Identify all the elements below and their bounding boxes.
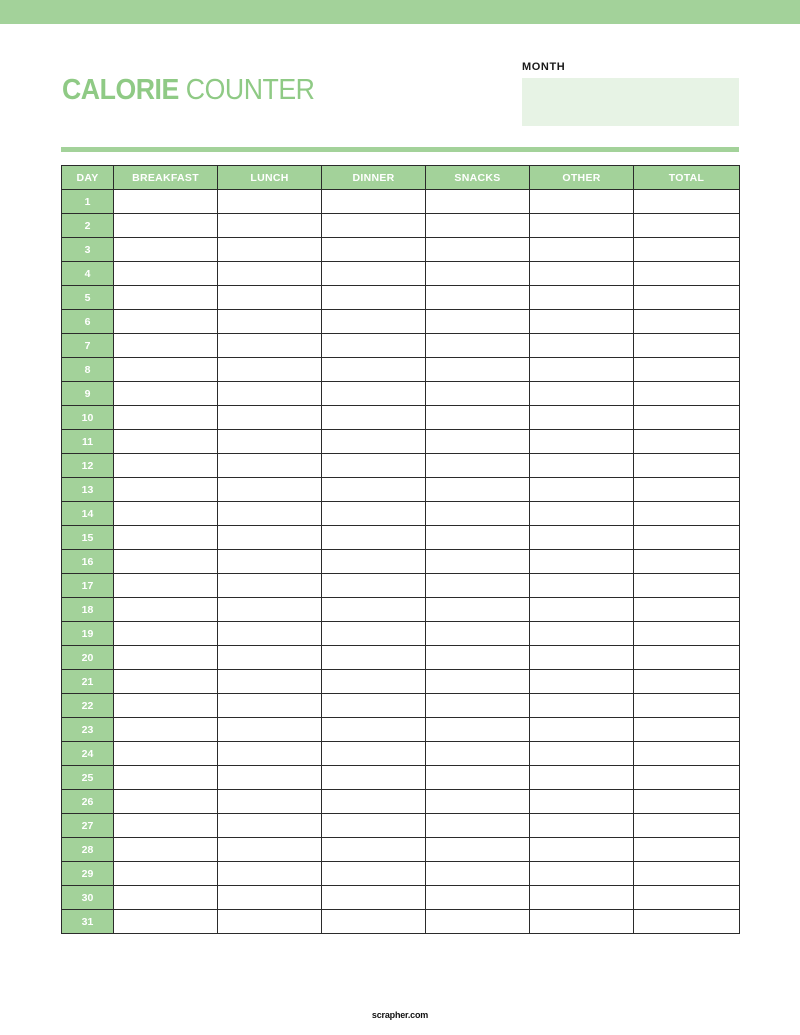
snacks-cell[interactable]	[426, 310, 530, 334]
snacks-cell[interactable]	[426, 262, 530, 286]
lunch-cell[interactable]	[218, 598, 322, 622]
lunch-cell[interactable]	[218, 910, 322, 934]
column-header-total: TOTAL	[634, 166, 740, 190]
column-header-day: DAY	[62, 166, 114, 190]
total-cell[interactable]	[634, 766, 740, 790]
lunch-cell[interactable]	[218, 646, 322, 670]
snacks-cell[interactable]	[426, 646, 530, 670]
other-cell[interactable]	[530, 598, 634, 622]
snacks-cell[interactable]	[426, 574, 530, 598]
month-label: MONTH	[522, 61, 566, 73]
dinner-cell[interactable]	[322, 622, 426, 646]
other-cell[interactable]	[530, 214, 634, 238]
other-cell[interactable]	[530, 286, 634, 310]
table-row	[62, 382, 740, 406]
total-cell[interactable]	[634, 382, 740, 406]
other-cell[interactable]	[530, 622, 634, 646]
dinner-cell[interactable]	[322, 646, 426, 670]
day-number: 1	[62, 190, 114, 214]
table-row	[62, 478, 740, 502]
dinner-cell[interactable]	[322, 862, 426, 886]
table-row	[62, 622, 740, 646]
calorie-table	[61, 165, 740, 934]
day-number: 7	[62, 334, 114, 358]
lunch-cell[interactable]	[218, 622, 322, 646]
breakfast-cell[interactable]	[114, 622, 218, 646]
table-row	[62, 862, 740, 886]
snacks-cell[interactable]	[426, 622, 530, 646]
column-header-other: OTHER	[530, 166, 634, 190]
total-cell[interactable]	[634, 742, 740, 766]
total-cell[interactable]	[634, 790, 740, 814]
table-row	[62, 406, 740, 430]
snacks-cell[interactable]	[426, 742, 530, 766]
dinner-cell[interactable]	[322, 838, 426, 862]
total-cell[interactable]	[634, 454, 740, 478]
breakfast-cell[interactable]	[114, 334, 218, 358]
day-number: 26	[62, 790, 114, 814]
day-number: 13	[62, 478, 114, 502]
dinner-cell[interactable]	[322, 262, 426, 286]
other-cell[interactable]	[530, 742, 634, 766]
lunch-cell[interactable]	[218, 502, 322, 526]
table-row	[62, 334, 740, 358]
other-cell[interactable]	[530, 886, 634, 910]
snacks-cell[interactable]	[426, 502, 530, 526]
breakfast-cell[interactable]	[114, 742, 218, 766]
breakfast-cell[interactable]	[114, 430, 218, 454]
total-cell[interactable]	[634, 286, 740, 310]
dinner-cell[interactable]	[322, 454, 426, 478]
breakfast-cell[interactable]	[114, 670, 218, 694]
other-cell[interactable]	[530, 190, 634, 214]
breakfast-cell[interactable]	[114, 838, 218, 862]
day-number: 22	[62, 694, 114, 718]
other-cell[interactable]	[530, 430, 634, 454]
total-cell[interactable]	[634, 358, 740, 382]
dinner-cell[interactable]	[322, 766, 426, 790]
other-cell[interactable]	[530, 574, 634, 598]
other-cell[interactable]	[530, 718, 634, 742]
other-cell[interactable]	[530, 262, 634, 286]
lunch-cell[interactable]	[218, 454, 322, 478]
page-title	[62, 74, 314, 107]
day-number: 16	[62, 550, 114, 574]
dinner-cell[interactable]	[322, 430, 426, 454]
other-cell[interactable]	[530, 358, 634, 382]
snacks-cell[interactable]	[426, 838, 530, 862]
table-row	[62, 598, 740, 622]
table-row	[62, 190, 740, 214]
breakfast-cell[interactable]	[114, 310, 218, 334]
table-row	[62, 766, 740, 790]
table-row	[62, 502, 740, 526]
day-number: 24	[62, 742, 114, 766]
dinner-cell[interactable]	[322, 910, 426, 934]
table-row	[62, 526, 740, 550]
breakfast-cell[interactable]	[114, 478, 218, 502]
lunch-cell[interactable]	[218, 406, 322, 430]
total-cell[interactable]	[634, 406, 740, 430]
lunch-cell[interactable]	[218, 238, 322, 262]
snacks-cell[interactable]	[426, 550, 530, 574]
other-cell[interactable]	[530, 502, 634, 526]
other-cell[interactable]	[530, 694, 634, 718]
lunch-cell[interactable]	[218, 862, 322, 886]
lunch-cell[interactable]	[218, 310, 322, 334]
day-number: 28	[62, 838, 114, 862]
dinner-cell[interactable]	[322, 190, 426, 214]
snacks-cell[interactable]	[426, 190, 530, 214]
dinner-cell[interactable]	[322, 526, 426, 550]
snacks-cell[interactable]	[426, 670, 530, 694]
dinner-cell[interactable]	[322, 574, 426, 598]
table-row	[62, 910, 740, 934]
dinner-cell[interactable]	[322, 406, 426, 430]
day-number: 25	[62, 766, 114, 790]
breakfast-cell[interactable]	[114, 358, 218, 382]
other-cell[interactable]	[530, 334, 634, 358]
breakfast-cell[interactable]	[114, 454, 218, 478]
day-number: 31	[62, 910, 114, 934]
total-cell[interactable]	[634, 190, 740, 214]
breakfast-cell[interactable]	[114, 382, 218, 406]
lunch-cell[interactable]	[218, 478, 322, 502]
total-cell[interactable]	[634, 862, 740, 886]
dinner-cell[interactable]	[322, 718, 426, 742]
table-row	[62, 742, 740, 766]
lunch-cell[interactable]	[218, 886, 322, 910]
other-cell[interactable]	[530, 550, 634, 574]
breakfast-cell[interactable]	[114, 790, 218, 814]
snacks-cell[interactable]	[426, 886, 530, 910]
dinner-cell[interactable]	[322, 478, 426, 502]
table-row	[62, 310, 740, 334]
snacks-cell[interactable]	[426, 214, 530, 238]
total-cell[interactable]	[634, 646, 740, 670]
dinner-cell[interactable]	[322, 886, 426, 910]
breakfast-cell[interactable]	[114, 406, 218, 430]
snacks-cell[interactable]	[426, 718, 530, 742]
top-accent-bar	[0, 0, 800, 24]
table-row	[62, 694, 740, 718]
breakfast-cell[interactable]	[114, 574, 218, 598]
total-cell[interactable]	[634, 526, 740, 550]
day-number: 15	[62, 526, 114, 550]
total-cell[interactable]	[634, 910, 740, 934]
dinner-cell[interactable]	[322, 790, 426, 814]
lunch-cell[interactable]	[218, 814, 322, 838]
snacks-cell[interactable]	[426, 406, 530, 430]
month-input[interactable]	[522, 78, 739, 126]
snacks-cell[interactable]	[426, 286, 530, 310]
dinner-cell[interactable]	[322, 814, 426, 838]
day-number: 12	[62, 454, 114, 478]
lunch-cell[interactable]	[218, 262, 322, 286]
total-cell[interactable]	[634, 598, 740, 622]
breakfast-cell[interactable]	[114, 718, 218, 742]
table-row	[62, 358, 740, 382]
other-cell[interactable]	[530, 310, 634, 334]
total-cell[interactable]	[634, 718, 740, 742]
lunch-cell[interactable]	[218, 790, 322, 814]
column-header-dinner: DINNER	[322, 166, 426, 190]
day-number: 8	[62, 358, 114, 382]
table-header-row	[62, 166, 740, 190]
snacks-cell[interactable]	[426, 334, 530, 358]
lunch-cell[interactable]	[218, 334, 322, 358]
dinner-cell[interactable]	[322, 382, 426, 406]
dinner-cell[interactable]	[322, 502, 426, 526]
day-number: 2	[62, 214, 114, 238]
other-cell[interactable]	[530, 406, 634, 430]
other-cell[interactable]	[530, 238, 634, 262]
table-row	[62, 886, 740, 910]
breakfast-cell[interactable]	[114, 646, 218, 670]
dinner-cell[interactable]	[322, 214, 426, 238]
table-row	[62, 574, 740, 598]
total-cell[interactable]	[634, 550, 740, 574]
day-number: 3	[62, 238, 114, 262]
column-header-breakfast: BREAKFAST	[114, 166, 218, 190]
breakfast-cell[interactable]	[114, 526, 218, 550]
dinner-cell[interactable]	[322, 310, 426, 334]
other-cell[interactable]	[530, 910, 634, 934]
day-number: 18	[62, 598, 114, 622]
day-number: 29	[62, 862, 114, 886]
title-light: COUNTER	[185, 74, 315, 106]
breakfast-cell[interactable]	[114, 910, 218, 934]
snacks-cell[interactable]	[426, 814, 530, 838]
day-number: 27	[62, 814, 114, 838]
total-cell[interactable]	[634, 334, 740, 358]
total-cell[interactable]	[634, 310, 740, 334]
other-cell[interactable]	[530, 766, 634, 790]
snacks-cell[interactable]	[426, 694, 530, 718]
breakfast-cell[interactable]	[114, 814, 218, 838]
dinner-cell[interactable]	[322, 694, 426, 718]
table-row	[62, 238, 740, 262]
day-number: 4	[62, 262, 114, 286]
table-body	[62, 190, 740, 934]
dinner-cell[interactable]	[322, 238, 426, 262]
lunch-cell[interactable]	[218, 214, 322, 238]
total-cell[interactable]	[634, 838, 740, 862]
snacks-cell[interactable]	[426, 598, 530, 622]
dinner-cell[interactable]	[322, 550, 426, 574]
other-cell[interactable]	[530, 814, 634, 838]
dinner-cell[interactable]	[322, 670, 426, 694]
breakfast-cell[interactable]	[114, 286, 218, 310]
dinner-cell[interactable]	[322, 742, 426, 766]
table-row	[62, 838, 740, 862]
table-row	[62, 718, 740, 742]
other-cell[interactable]	[530, 478, 634, 502]
day-number: 9	[62, 382, 114, 406]
table-row	[62, 454, 740, 478]
snacks-cell[interactable]	[426, 862, 530, 886]
other-cell[interactable]	[530, 838, 634, 862]
table-row	[62, 790, 740, 814]
snacks-cell[interactable]	[426, 910, 530, 934]
breakfast-cell[interactable]	[114, 550, 218, 574]
table-row	[62, 670, 740, 694]
lunch-cell[interactable]	[218, 190, 322, 214]
column-header-snacks: SNACKS	[426, 166, 530, 190]
day-number: 30	[62, 886, 114, 910]
lunch-cell[interactable]	[218, 838, 322, 862]
lunch-cell[interactable]	[218, 574, 322, 598]
lunch-cell[interactable]	[218, 718, 322, 742]
lunch-cell[interactable]	[218, 286, 322, 310]
header-divider	[61, 147, 739, 152]
title-bold: CALORIE	[62, 74, 179, 106]
day-number: 10	[62, 406, 114, 430]
day-number: 6	[62, 310, 114, 334]
total-cell[interactable]	[634, 622, 740, 646]
day-number: 11	[62, 430, 114, 454]
day-number: 20	[62, 646, 114, 670]
breakfast-cell[interactable]	[114, 598, 218, 622]
day-number: 5	[62, 286, 114, 310]
table-row	[62, 214, 740, 238]
day-number: 17	[62, 574, 114, 598]
other-cell[interactable]	[530, 454, 634, 478]
dinner-cell[interactable]	[322, 598, 426, 622]
lunch-cell[interactable]	[218, 382, 322, 406]
total-cell[interactable]	[634, 670, 740, 694]
total-cell[interactable]	[634, 214, 740, 238]
total-cell[interactable]	[634, 430, 740, 454]
breakfast-cell[interactable]	[114, 766, 218, 790]
other-cell[interactable]	[530, 526, 634, 550]
breakfast-cell[interactable]	[114, 262, 218, 286]
other-cell[interactable]	[530, 646, 634, 670]
snacks-cell[interactable]	[426, 766, 530, 790]
snacks-cell[interactable]	[426, 358, 530, 382]
breakfast-cell[interactable]	[114, 190, 218, 214]
lunch-cell[interactable]	[218, 694, 322, 718]
day-number: 14	[62, 502, 114, 526]
snacks-cell[interactable]	[426, 454, 530, 478]
lunch-cell[interactable]	[218, 766, 322, 790]
day-number: 23	[62, 718, 114, 742]
table-row	[62, 550, 740, 574]
other-cell[interactable]	[530, 790, 634, 814]
breakfast-cell[interactable]	[114, 502, 218, 526]
snacks-cell[interactable]	[426, 382, 530, 406]
day-number: 19	[62, 622, 114, 646]
snacks-cell[interactable]	[426, 238, 530, 262]
table-row	[62, 262, 740, 286]
other-cell[interactable]	[530, 382, 634, 406]
lunch-cell[interactable]	[218, 358, 322, 382]
total-cell[interactable]	[634, 238, 740, 262]
dinner-cell[interactable]	[322, 334, 426, 358]
table-row	[62, 646, 740, 670]
other-cell[interactable]	[530, 862, 634, 886]
dinner-cell[interactable]	[322, 358, 426, 382]
column-header-lunch: LUNCH	[218, 166, 322, 190]
total-cell[interactable]	[634, 886, 740, 910]
total-cell[interactable]	[634, 478, 740, 502]
lunch-cell[interactable]	[218, 550, 322, 574]
total-cell[interactable]	[634, 262, 740, 286]
lunch-cell[interactable]	[218, 742, 322, 766]
lunch-cell[interactable]	[218, 526, 322, 550]
other-cell[interactable]	[530, 670, 634, 694]
snacks-cell[interactable]	[426, 430, 530, 454]
snacks-cell[interactable]	[426, 790, 530, 814]
total-cell[interactable]	[634, 694, 740, 718]
total-cell[interactable]	[634, 574, 740, 598]
dinner-cell[interactable]	[322, 286, 426, 310]
table-row	[62, 814, 740, 838]
day-number: 21	[62, 670, 114, 694]
lunch-cell[interactable]	[218, 430, 322, 454]
breakfast-cell[interactable]	[114, 886, 218, 910]
total-cell[interactable]	[634, 502, 740, 526]
footer-credit: scrapher.com	[371, 1010, 429, 1020]
breakfast-cell[interactable]	[114, 238, 218, 262]
table-row	[62, 286, 740, 310]
table-row	[62, 430, 740, 454]
breakfast-cell[interactable]	[114, 214, 218, 238]
breakfast-cell[interactable]	[114, 694, 218, 718]
snacks-cell[interactable]	[426, 478, 530, 502]
snacks-cell[interactable]	[426, 526, 530, 550]
total-cell[interactable]	[634, 814, 740, 838]
breakfast-cell[interactable]	[114, 862, 218, 886]
lunch-cell[interactable]	[218, 670, 322, 694]
